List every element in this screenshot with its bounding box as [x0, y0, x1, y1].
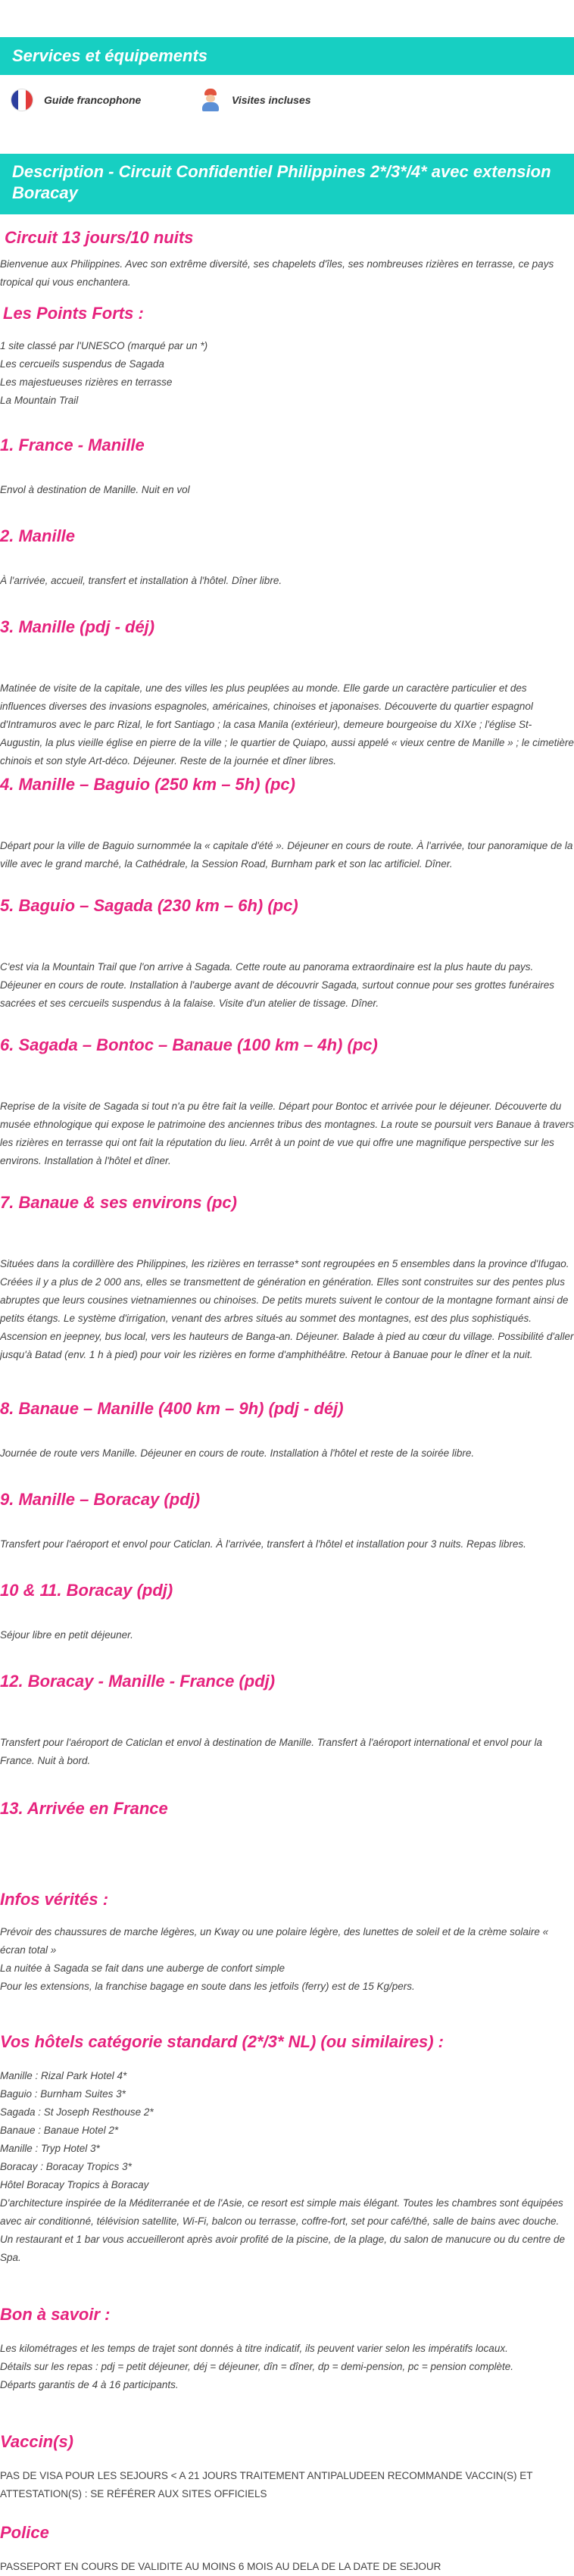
french-flag-icon — [11, 89, 33, 111]
day-title: 7. Banaue & ses environs (pc) — [0, 1193, 237, 1212]
vaccins-text: PAS DE VISA POUR LES SEJOURS < A 21 JOURS TRAITEMENT ANTIPALUDEEN RECOMMANDE VACCIN(S) ET ATTESTATION(S) : SE RÉFÉRER AUX SITES OFFICIELS — [0, 2470, 533, 2500]
services-title: Services et équipements — [0, 37, 574, 75]
bon-title: Bon à savoir : — [0, 2305, 111, 2324]
point-item: Les cercueils suspendus de Sagada — [0, 358, 164, 370]
hotels-title: Vos hôtels catégorie standard (2*/3* NL) (ou similaires) : — [0, 2032, 444, 2051]
description-title: Description - Circuit Confidentiel Philippines 2*/3*/4* avec extension Boracay — [0, 154, 574, 214]
day-title: 10 & 11. Boracay (pdj) — [0, 1581, 173, 1600]
hotel-line: Manille : Rizal Park Hotel 4* — [0, 2070, 127, 2081]
service-visits — [200, 89, 389, 111]
day-text: Situées dans la cordillère des Philippines, les rizières en terrasse* sont regroupées en 5 ensembles dans la province d'Ifugao. Créées il y a plus de 2 000 ans, elles se transmettent de génération en génération. Elles sont construites sur des pentes plus abruptes que leurs cousines vietnamiennes ou chinoises. De petits murets suivent le contour de la montagne formant ainsi de petits étangs. Le système d'irrigation, venant des arbres situés au sommet des montagnes, est des plus sophistiqués. Ascension en jeepney, bus local, vers les hauteurs de Banga-an. Déjeuner. Balade à pied au cœur du village. Possibilité d'aller jusqu'à Batad (env. 1 h à pied) pour voir les rizières en forme d'amphithéâtre. Retour à Banuae pour le dîner et la nuit. — [0, 1258, 574, 1360]
bon-line: Départs garantis de 4 à 16 participants. — [0, 2379, 179, 2390]
day-text: Envol à destination de Manille. Nuit en vol — [0, 484, 190, 495]
police-title: Police — [0, 2523, 49, 2542]
day-text: Transfert pour l'aéroport et envol pour Caticlan. À l'arrivée, transfert à l'hôtel et installation pour 3 nuits. Repas libres. — [0, 1538, 526, 1550]
hotel-line: Sagada : St Joseph Resthouse 2* — [0, 2106, 154, 2118]
services-list — [0, 75, 574, 119]
service-guide-label: Guide francophone — [44, 94, 142, 106]
info-line: La nuitée à Sagada se fait dans une auberge de confort simple — [0, 1962, 285, 1974]
day-title: 5. Baguio – Sagada (230 km – 6h) (pc) — [0, 896, 298, 915]
point-item: La Mountain Trail — [0, 395, 79, 406]
day-title: 3. Manille (pdj - déj) — [0, 617, 155, 636]
day-title: 6. Sagada – Bontoc – Banaue (100 km – 4h) (pc) — [0, 1035, 378, 1054]
day-text: Reprise de la visite de Sagada si tout n'a pu être fait la veille. Départ pour Bontoc et arrivée pour le déjeuner. Découverte du musée ethnologique qui expose le patrimoine des anciennes tribus des montagnes. La route se poursuit vers Banaue à travers les rizières en terrasse qui ont fait la réputation du lieu. Arrêt à un point de vue qui offre une magnifique perspective sur les environs. Installation à l'hôtel et dîner. — [0, 1101, 574, 1166]
day-title: 12. Boracay - Manille - France (pdj) — [0, 1672, 276, 1691]
hotel-detail: D'architecture inspirée de la Méditerranée et de l'Asie, ce resort est simple mais élégant. Toutes les chambres sont équipées avec air conditionné, télévision satellite, Wi-Fi, balcon ou terrasse, coffre-fort, set pour café/thé, salle de bains avec douche. Un restaurant et 1 bar vous accueilleront après avoir profité de la piscine, de la plage, du salon de manucure ou du centre de Spa. — [0, 2197, 565, 2263]
day-title: 8. Banaue – Manille (400 km – 9h) (pdj - déj) — [0, 1399, 344, 1418]
day-title: 2. Manille — [0, 526, 76, 545]
bon-line: Les kilométrages et les temps de trajet sont donnés à titre indicatif, ils peuvent varier selon les impératifs locaux. — [0, 2343, 508, 2354]
day-title: 13. Arrivée en France — [0, 1799, 168, 1818]
infos-title: Infos vérités : — [0, 1890, 109, 1909]
day-title: 4. Manille – Baguio (250 km – 5h) (pc) — [0, 775, 295, 794]
day-text: C'est via la Mountain Trail que l'on arrive à Sagada. Cette route au panorama extraordinaire est la plus haute du pays. Déjeuner en cours de route. Installation à l'auberge avant de découvrir Sagada, surtout connue pour ses grottes funéraires sacrées et ses cercueils suspendus à la falaise. Visite d'un atelier de tissage. Dîner. — [0, 961, 555, 1009]
service-visits-label: Visites incluses — [232, 94, 311, 106]
day-title: 1. France - Manille — [0, 436, 145, 454]
circuit-title: Circuit 13 jours/10 nuits — [5, 228, 194, 247]
point-item: 1 site classé par l'UNESCO (marqué par un *) — [0, 340, 208, 351]
infos-list — [0, 1923, 574, 1996]
info-line: Pour les extensions, la franchise bagage en soute dans les jetfoils (ferry) est de 15 Kg/pers. — [0, 1981, 415, 1992]
hotel-line: Baguio : Burnham Suites 3* — [0, 2088, 126, 2100]
hotel-line: Hôtel Boracay Tropics à Boracay — [0, 2179, 149, 2190]
day-text: Journée de route vers Manille. Déjeuner en cours de route. Installation à l'hôtel et reste de la soirée libre. — [0, 1447, 475, 1459]
service-guide — [11, 89, 200, 111]
bon-line: Détails sur les repas : pdj = petit déjeuner, déj = déjeuner, dîn = dîner, dp = demi-pension, pc = pension complète. — [0, 2361, 514, 2372]
points-title: Les Points Forts : — [3, 304, 144, 323]
day-title: 9. Manille – Boracay (pdj) — [0, 1490, 201, 1509]
points-list — [0, 337, 574, 410]
hotels-list — [0, 2067, 574, 2267]
day-text: À l'arrivée, accueil, transfert et installation à l'hôtel. Dîner libre. — [0, 575, 282, 586]
vaccins-title: Vaccin(s) — [0, 2432, 74, 2451]
hotel-line: Boracay : Boracay Tropics 3* — [0, 2161, 132, 2172]
info-line: Prévoir des chaussures de marche légères, un Kway ou une polaire légère, des lunettes de soleil et de la crème solaire « écran total » — [0, 1926, 549, 1956]
point-item: Les majestueuses rizières en terrasse — [0, 376, 173, 388]
day-text: Transfert pour l'aéroport de Caticlan et envol à destination de Manille. Transfert à l'aéroport international et envol pour la France. Nuit à bord. — [0, 1737, 543, 1766]
bon-list — [0, 2340, 574, 2394]
day-text: Départ pour la ville de Baguio surnommée la « capitale d'été ». Déjeuner en cours de route. À l'arrivée, tour panoramique de la ville avec le grand marché, la Cathédrale, la Session Road, Burnham park et son lac artificiel. Dîner. — [0, 840, 573, 870]
hotel-line: Manille : Tryp Hotel 3* — [0, 2143, 100, 2154]
police-text: PASSEPORT EN COURS DE VALIDITE AU MOINS 6 MOIS AU DELA DE LA DATE DE SEJOUR — [0, 2561, 441, 2572]
hotel-line: Banaue : Banaue Hotel 2* — [0, 2125, 119, 2136]
intro-text: Bienvenue aux Philippines. Avec son extrême diversité, ses chapelets d'îles, ses nombreuses rizières en terrasse, ce pays tropical qui vous enchantera. — [0, 258, 554, 288]
day-text: Matinée de visite de la capitale, une des villes les plus peuplées au monde. Elle garde un caractère particulier et des influences diverses des invasions espagnoles, américaines, chinoises et japonaises. Découverte du quartier espagnol d'Intramuros avec le parc Rizal, le fort Santiago ; la casa Manila (extérieur), demeure bourgeoise du XIXe ; l'église St-Augustin, la plus vieille église en pierre de la ville ; le quartier de Quiapo, aussi appelé « vieux centre de Manille » ; le cimetière chinois et son style Art-déco. Déjeuner. Reste de la journée et dîner libres. — [0, 682, 574, 767]
guide-person-icon — [200, 89, 221, 111]
day-text: Séjour libre en petit déjeuner. — [0, 1629, 133, 1641]
